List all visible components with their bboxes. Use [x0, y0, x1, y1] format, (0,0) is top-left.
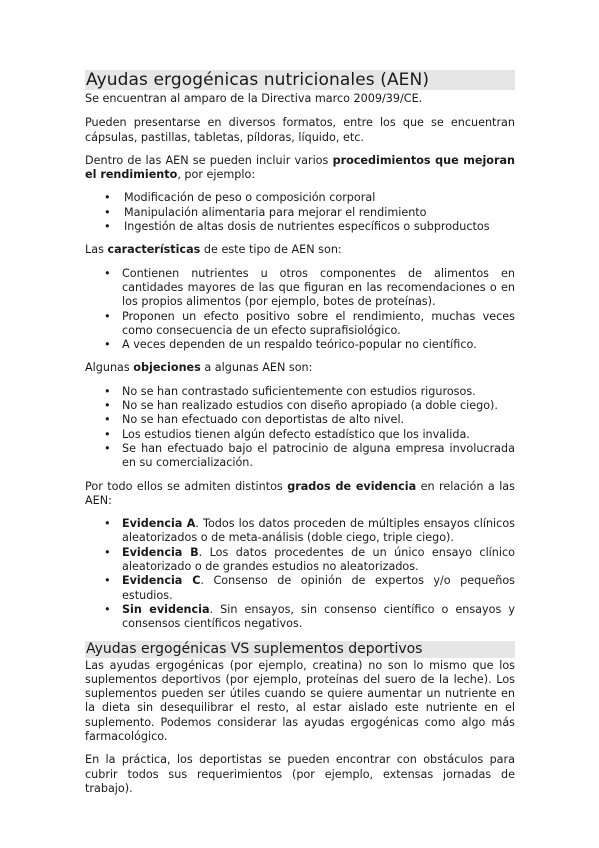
bullet-icon: • — [104, 384, 111, 398]
list-item — [85, 206, 515, 220]
evidence-intro-pre: Por todo ellos se admiten distintos — [85, 479, 288, 493]
list-item — [85, 220, 515, 234]
evidence-intro — [85, 480, 515, 509]
characteristics-intro — [85, 243, 515, 257]
evidence-text: . Los datos procedentes de un único ensayo clínico aleatorizado o de grandes estudios no aleatorizados. — [122, 545, 515, 574]
list-item — [85, 338, 515, 352]
list-item-text: Se han efectuado bajo el patrocinio de alguna empresa involucrada en su comercialización. — [122, 441, 515, 470]
procedures-intro — [85, 154, 515, 183]
document-page — [85, 70, 515, 805]
bullet-icon: • — [104, 574, 111, 588]
evidence-list — [85, 517, 515, 631]
bullet-icon: • — [104, 399, 111, 413]
bullet-icon: • — [104, 441, 111, 455]
section2-paragraph-1: Las ayudas ergogénicas (por ejemplo, creatina) no son lo mismo que los suplementos deportivos (por ejemplo, proteínas del suero de la leche). Los suplementos pueden ser útiles cuando se quiere aumentar un nutriente en la dieta sin desequilibrar el resto, al estar aislado este nutriente en el suplemento. Podemos considerar las ayudas ergogénicas como algo más farmacológico. — [85, 658, 515, 743]
list-item — [85, 399, 515, 413]
objections-intro-post: a algunas AEN son: — [200, 361, 313, 375]
bullet-icon: • — [104, 220, 111, 234]
list-item-text: Manipulación alimentaria para mejorar el rendimiento — [124, 205, 427, 219]
objections-intro — [85, 361, 515, 375]
section-heading: Ayudas ergogénicas VS suplementos deportivos — [85, 641, 515, 658]
list-item-text: No se han contrastado suficientemente con estudios rigurosos. — [122, 384, 476, 398]
intro-paragraph: Se encuentran al amparo de la Directiva marco 2009/39/CE. — [85, 92, 423, 105]
list-item-text: No se han realizado estudios con diseño apropiado (a doble ciego). — [122, 399, 498, 413]
list-item — [85, 413, 515, 427]
list-item — [85, 191, 515, 205]
list-item-text: A veces dependen de un respaldo teórico-popular no científico. — [122, 338, 477, 352]
evidence-text: . Todos los datos proceden de múltiples ensayos clínicos aleatorizados o de meta-análisis (doble ciego, triple ciego). — [122, 517, 515, 545]
objections-intro-pre: Algunas — [85, 361, 134, 375]
list-item — [85, 310, 515, 339]
objections-intro-bold: objeciones — [133, 361, 201, 375]
list-item — [85, 603, 515, 632]
list-item — [85, 385, 515, 399]
list-item — [85, 517, 515, 546]
characteristics-intro-bold: características — [107, 243, 201, 257]
characteristics-intro-post: de este tipo de AEN son: — [200, 243, 342, 257]
section2-paragraph-2: En la práctica, los deportistas se pueden encontrar con obstáculos para cubrir todos sus requerimientos (por ejemplo, extensas jornadas de trabajo). — [85, 753, 515, 795]
procedures-list — [85, 191, 515, 234]
bullet-icon: • — [104, 266, 111, 280]
characteristics-list — [85, 267, 515, 353]
list-item — [85, 267, 515, 310]
list-item — [85, 546, 515, 575]
list-item-text: Modificación de peso o composición corporal — [124, 191, 376, 205]
characteristics-intro-pre: Las — [85, 243, 108, 257]
bullet-icon: • — [104, 191, 111, 205]
evidence-text: . Consenso de opinión de expertos y/o pequeños estudios. — [122, 574, 515, 602]
list-item — [85, 442, 515, 471]
procedures-intro-pre: Dentro de las AEN se pueden incluir varios — [85, 153, 333, 167]
evidence-intro-post: en relación a las AEN: — [85, 479, 515, 507]
bullet-icon: • — [104, 517, 111, 531]
procedures-intro-bold: procedimientos que mejoran el rendimiento — [85, 153, 515, 182]
list-item-text: Proponen un efecto positivo sobre el rendimiento, muchas veces como consecuencia de un efecto suprafisiológico. — [122, 309, 515, 337]
bullet-icon: • — [104, 602, 111, 616]
objections-list — [85, 385, 515, 471]
evidence-label: Evidencia A — [122, 517, 196, 531]
procedures-intro-post: , por ejemplo: — [177, 168, 256, 182]
evidence-intro-bold: grados de evidencia — [287, 479, 417, 493]
evidence-label: Evidencia B — [122, 545, 199, 559]
evidence-label: Evidencia C — [122, 574, 201, 588]
bullet-icon: • — [104, 205, 111, 219]
list-item-text: Contienen nutrientes u otros componentes de alimentos en cantidades mayores de las que figuran en las recomendaciones o en los propios alimentos (por ejemplo, botes de proteínas). — [122, 266, 515, 309]
list-item — [85, 428, 515, 442]
bullet-icon: • — [104, 309, 111, 323]
evidence-text: . Sin ensayos, sin consenso científico o ensayos y consensos científicos negativos. — [122, 602, 515, 631]
bullet-icon: • — [104, 338, 111, 352]
evidence-label: Sin evidencia — [122, 602, 210, 616]
bullet-icon: • — [104, 545, 111, 559]
bullet-icon: • — [104, 427, 111, 441]
bullet-icon: • — [104, 413, 111, 427]
formats-paragraph: Pueden presentarse en diversos formatos, entre los que se encuentran cápsulas, pastillas, tabletas, píldoras, líquido, etc. — [85, 116, 515, 144]
list-item-text: No se han efectuado con deportistas de alto nivel. — [122, 413, 405, 427]
list-item-text: Los estudios tienen algún defecto estadístico que los invalida. — [122, 427, 470, 441]
page-title: Ayudas ergogénicas nutricionales (AEN) — [85, 70, 515, 90]
list-item-text: Ingestión de altas dosis de nutrientes específicos o subproductos — [124, 220, 490, 234]
list-item — [85, 574, 515, 603]
